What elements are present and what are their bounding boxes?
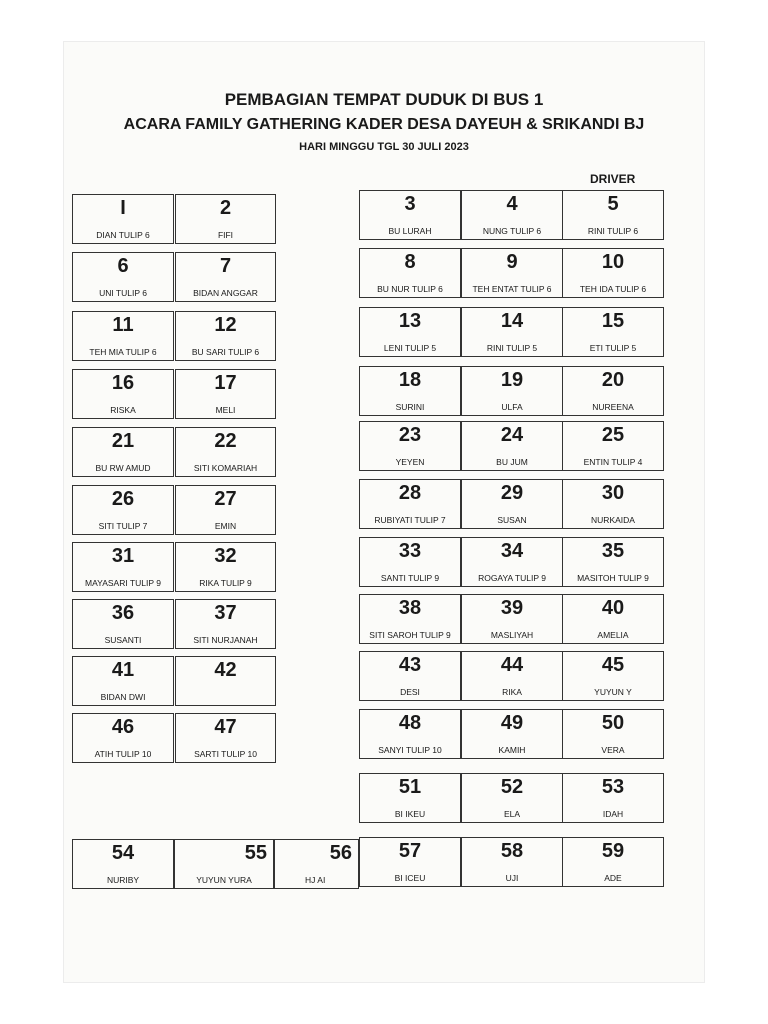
seat-passenger-name: RISKA	[110, 405, 136, 415]
seat-16	[72, 369, 174, 419]
seat-number: 25	[601, 424, 625, 446]
seat-passenger-name: RUBIYATI TULIP 7	[374, 515, 446, 525]
seat-59	[562, 837, 664, 887]
seat-9	[461, 248, 563, 298]
seat-31	[72, 542, 174, 592]
seat-number: 19	[500, 369, 524, 391]
seat-51	[359, 773, 461, 823]
seat-22	[175, 427, 276, 477]
seat-passenger-name: NUREENA	[592, 402, 634, 412]
seat-4	[461, 190, 563, 240]
seat-passenger-name: LENI TULIP 5	[383, 343, 437, 353]
seat-passenger-name: DIAN TULIP 6	[96, 230, 150, 240]
seat-passenger-name: SUSANTI	[104, 635, 142, 645]
seat-45	[562, 651, 664, 701]
seat-number: 15	[601, 310, 625, 332]
seat-number: 45	[601, 654, 625, 676]
seat-number: 44	[500, 654, 524, 676]
seat-50	[562, 709, 664, 759]
seat-passenger-name: KAMIH	[498, 745, 526, 755]
seat-35	[562, 537, 664, 587]
seat-passenger-name: SUSAN	[497, 515, 527, 525]
seat-6	[72, 252, 174, 302]
seat-passenger-name: SANTI TULIP 9	[380, 573, 440, 583]
seat-57	[359, 837, 461, 887]
seat-number: 5	[607, 193, 619, 215]
seat-passenger-name: MELI	[215, 405, 236, 415]
seat-passenger-name: UJI	[505, 873, 519, 883]
seat-number: 7	[219, 255, 232, 277]
seat-12	[175, 311, 276, 361]
seat-number: 41	[111, 659, 135, 681]
seat-number: 52	[500, 776, 524, 798]
seat-48	[359, 709, 461, 759]
seat-number: 50	[601, 712, 625, 734]
seat-number: 3	[404, 193, 416, 215]
seat-number: 56	[329, 842, 352, 864]
seat-number: 54	[111, 842, 135, 864]
seat-54	[72, 839, 174, 889]
seat-passenger-name: BU SARI TULIP 6	[191, 347, 260, 357]
seat-14	[461, 307, 563, 357]
seat-number: 42	[214, 659, 237, 681]
seat-18	[359, 366, 461, 416]
seat-58	[461, 837, 563, 887]
seat-passenger-name: BU JUM	[496, 457, 528, 467]
seat-passenger-name: NURKAIDA	[591, 515, 635, 525]
seat-number: 47	[214, 716, 237, 738]
seat-passenger-name: RIKA	[502, 687, 522, 697]
seat-7	[175, 252, 276, 302]
seat-32	[175, 542, 276, 592]
seat-passenger-name: NUNG TULIP 6	[482, 226, 542, 236]
seat-number: 24	[500, 424, 524, 446]
seat-number: 27	[214, 488, 237, 510]
seat-44	[461, 651, 563, 701]
driver-label: DRIVER	[590, 172, 636, 186]
seat-13	[359, 307, 461, 357]
seat-number: 51	[398, 776, 422, 798]
seat-passenger-name: HJ AI	[305, 875, 326, 885]
seat-passenger-name: UNI TULIP 6	[99, 288, 147, 298]
seat-passenger-name: YEYEN	[395, 457, 425, 467]
seat-number: 53	[601, 776, 625, 798]
seat-40	[562, 594, 664, 644]
seat-passenger-name: NURIBY	[106, 875, 140, 885]
seat-43	[359, 651, 461, 701]
seat-29	[461, 479, 563, 529]
seat-number: 2	[219, 197, 232, 219]
seat-number: 8	[404, 251, 416, 273]
seat-passenger-name: BU NUR TULIP 6	[377, 284, 443, 294]
seat-49	[461, 709, 563, 759]
seat-3	[359, 190, 461, 240]
seat-number: 48	[398, 712, 422, 734]
seat-number: 30	[601, 482, 625, 504]
seat-17	[175, 369, 276, 419]
seat-38	[359, 594, 461, 644]
seat-number: 26	[111, 488, 135, 510]
seat-11	[72, 311, 174, 361]
seat-number: 6	[117, 255, 129, 277]
seat-26	[72, 485, 174, 535]
seat-number: 57	[398, 840, 422, 862]
seat-55	[174, 839, 274, 889]
seat-number: I	[120, 197, 126, 219]
seat-number: 9	[506, 251, 518, 273]
seat-number: 14	[500, 310, 524, 332]
seat-passenger-name: SITI SAROH TULIP 9	[369, 630, 451, 640]
seat-27	[175, 485, 276, 535]
seat-passenger-name: SITI NURJANAH	[193, 635, 258, 645]
seat-passenger-name: SANYI TULIP 10	[378, 745, 442, 755]
seat-number: 21	[111, 430, 135, 452]
seat-19	[461, 366, 563, 416]
seat-34	[461, 537, 563, 587]
seat-number: 55	[244, 842, 267, 864]
seat-number: 18	[398, 369, 422, 391]
seat-46	[72, 713, 174, 763]
seat-42	[175, 656, 276, 706]
seat-passenger-name: BU RW AMUD	[95, 463, 151, 473]
seat-passenger-name: SITI KOMARIAH	[193, 463, 258, 473]
seat-passenger-name: RIKA TULIP 9	[199, 578, 252, 588]
seat-number: 31	[111, 545, 135, 567]
seat-number: 34	[500, 540, 524, 562]
seat-passenger-name: SARTI TULIP 10	[194, 749, 257, 759]
seat-passenger-name: TEH IDA TULIP 6	[579, 284, 647, 294]
seat-passenger-name: ROGAYA TULIP 9	[478, 573, 546, 583]
seat-passenger-name: SITI TULIP 7	[98, 521, 148, 531]
seat-47	[175, 713, 276, 763]
seat-number: 58	[500, 840, 524, 862]
seat-passenger-name: BIDAN ANGGAR	[193, 288, 258, 298]
seat-passenger-name: IDAH	[602, 809, 624, 819]
seat-30	[562, 479, 664, 529]
seat-passenger-name: MASLIYAH	[490, 630, 534, 640]
seat-8	[359, 248, 461, 298]
seat-56	[274, 839, 359, 889]
seat-passenger-name: VERA	[601, 745, 625, 755]
seat-28	[359, 479, 461, 529]
seat-number: 43	[398, 654, 422, 676]
seat-15	[562, 307, 664, 357]
seat-passenger-name: TEH ENTAT TULIP 6	[472, 284, 552, 294]
seat-number: 59	[601, 840, 625, 862]
seat-53	[562, 773, 664, 823]
seat-number: 29	[500, 482, 524, 504]
seat-number: 38	[398, 597, 422, 619]
seat-number: 33	[398, 540, 422, 562]
seat-number: 35	[601, 540, 625, 562]
seat-41	[72, 656, 174, 706]
seat-2	[175, 194, 276, 244]
seat-passenger-name: DESI	[400, 687, 420, 697]
seat-number: 39	[500, 597, 524, 619]
seat-39	[461, 594, 563, 644]
seat-passenger-name: ADE	[604, 873, 622, 883]
seat-33	[359, 537, 461, 587]
seat-passenger-name: EMIN	[214, 521, 237, 531]
seat-number: 13	[398, 310, 422, 332]
seat-number: 46	[111, 716, 135, 738]
seat-number: 28	[398, 482, 422, 504]
seat-passenger-name: ETI TULIP 5	[589, 343, 637, 353]
seat-passenger-name: RINI TULIP 5	[486, 343, 538, 353]
seat-number: 20	[601, 369, 625, 391]
seat-number: 37	[214, 602, 237, 624]
seat-number: 23	[398, 424, 422, 446]
seat-20	[562, 366, 664, 416]
seat-passenger-name: YUYUN YURA	[196, 875, 252, 885]
seat-passenger-name: BIDAN DWI	[100, 692, 146, 702]
event-date: HARI MINGGU TGL 30 JULI 2023	[299, 141, 469, 153]
seat-number: 32	[214, 545, 237, 567]
event-subtitle: ACARA FAMILY GATHERING KADER DESA DAYEUH & SRIKANDI BJ	[123, 116, 645, 133]
seat-passenger-name: BI ICEU	[394, 873, 426, 883]
seat-10	[562, 248, 664, 298]
seat-passenger-name: RINI TULIP 6	[587, 226, 639, 236]
seat-passenger-name: AMELIA	[597, 630, 629, 640]
seat-1	[72, 194, 174, 244]
seat-passenger-name: TEH MIA TULIP 6	[89, 347, 157, 357]
seat-number: 17	[214, 372, 237, 394]
seat-passenger-name: ELA	[503, 809, 521, 819]
seat-5	[562, 190, 664, 240]
seat-passenger-name: FIFI	[217, 230, 234, 240]
seat-passenger-name: YUYUN Y	[594, 687, 632, 697]
seat-passenger-name: ULFA	[501, 402, 523, 412]
seat-passenger-name: BI IKEU	[394, 809, 426, 819]
seat-25	[562, 421, 664, 471]
seat-52	[461, 773, 563, 823]
seat-number: 16	[111, 372, 135, 394]
seat-number: 11	[112, 314, 134, 336]
seat-passenger-name: BU LURAH	[388, 226, 432, 236]
seat-passenger-name: SURINI	[395, 402, 425, 412]
seat-number: 10	[601, 251, 625, 273]
seat-23	[359, 421, 461, 471]
seat-21	[72, 427, 174, 477]
seat-37	[175, 599, 276, 649]
seat-passenger-name: MASITOH TULIP 9	[577, 573, 649, 583]
seat-number: 22	[214, 430, 237, 452]
seat-number: 12	[214, 314, 237, 336]
seat-36	[72, 599, 174, 649]
seat-number: 49	[500, 712, 524, 734]
seat-24	[461, 421, 563, 471]
seat-passenger-name: MAYASARI TULIP 9	[85, 578, 161, 588]
seat-passenger-name: ENTIN TULIP 4	[583, 457, 643, 467]
document-title: PEMBAGIAN TEMPAT DUDUK DI BUS 1	[224, 90, 544, 109]
seat-number: 36	[111, 602, 135, 624]
seat-number: 40	[601, 597, 625, 619]
seat-passenger-name: ATIH TULIP 10	[94, 749, 152, 759]
seat-number: 4	[506, 193, 518, 215]
